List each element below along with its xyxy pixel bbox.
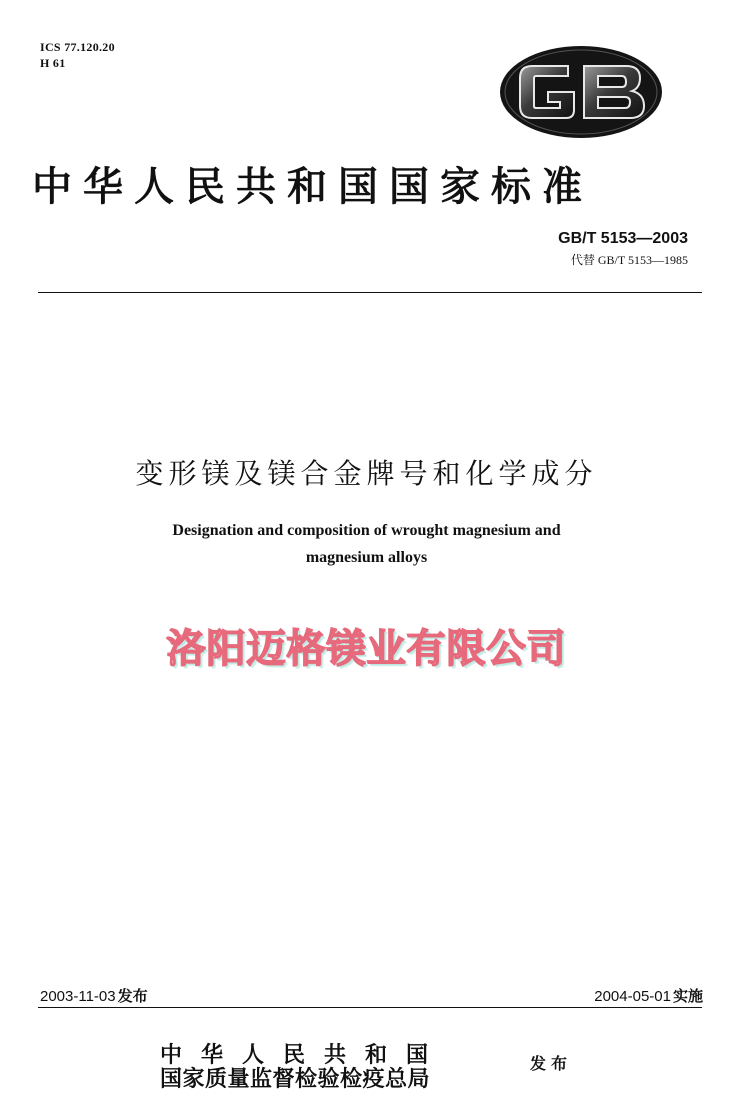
standard-number: GB/T 5153—2003 [558, 230, 688, 247]
bottom-divider [38, 1007, 702, 1008]
category-code: H 61 [40, 56, 66, 70]
document-title-english-line1: Designation and composition of wrought magnesium and [172, 522, 561, 539]
gb-logo [498, 44, 664, 140]
issue-label: 发布 [117, 987, 148, 1005]
issuer-action: 发布 [530, 1054, 573, 1073]
document-title-chinese: 变形镁及镁合金牌号和化学成分 [135, 457, 598, 490]
issue-date: 2003-11-03 [40, 988, 116, 1005]
issuer-line2: 国家质量监督检验检疫总局 [160, 1066, 431, 1092]
ics-code: ICS 77.120.20 [40, 40, 115, 54]
implementation-label: 实施 [672, 987, 703, 1005]
issue-date-block [40, 985, 148, 1006]
company-watermark: 洛阳迈格镁业有限公司 [166, 627, 567, 672]
replaced-standard: 代替 GB/T 5153—1985 [570, 253, 688, 267]
implementation-date-block [594, 985, 703, 1006]
document-title-english-line2: magnesium alloys [305, 549, 428, 566]
implementation-date: 2004-05-01 [594, 988, 671, 1005]
issuer-line1: 中华人民共和国 [160, 1042, 448, 1068]
gb-logo-text: GB [580, 104, 582, 105]
top-divider [38, 292, 702, 293]
national-standard-title: 中华人民共和国国家标准 [32, 163, 593, 210]
